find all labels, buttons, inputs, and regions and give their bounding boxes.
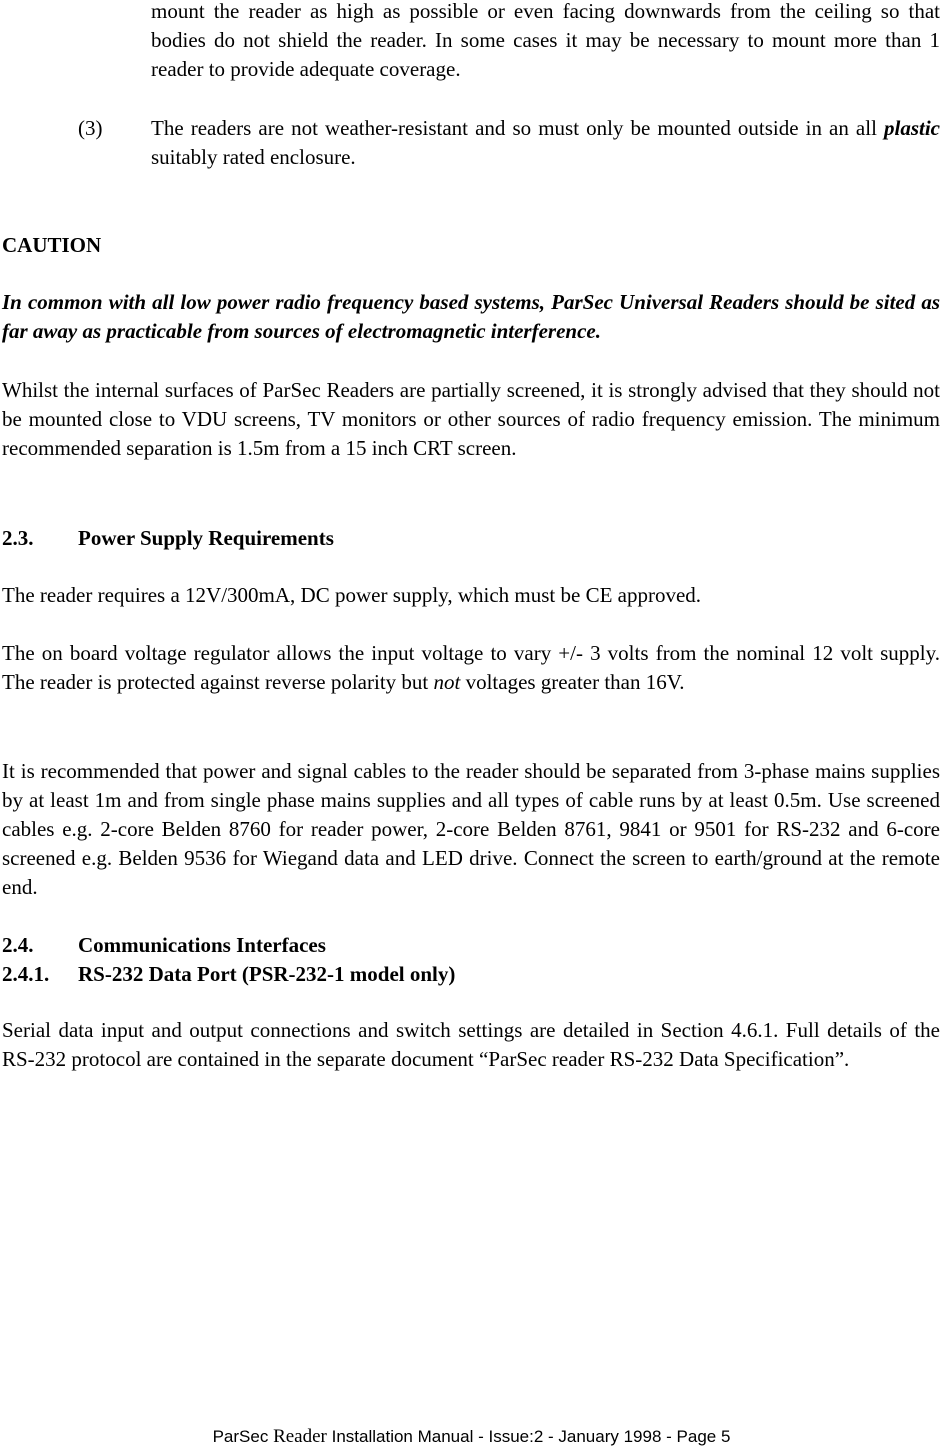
page-footer	[0, 1426, 943, 1448]
section-2-4-number: 2.4.	[2, 933, 34, 957]
footer-rest: Installation Manual - Issue:2 - January 1998 - Page 5	[326, 1427, 731, 1446]
footer-prefix: ParSec	[212, 1427, 274, 1446]
power-para2-after: voltages greater than 16V.	[460, 670, 685, 694]
caution-warning: In common with all low power radio frequency based systems, ParSec Universal Readers should be sited as far away as practicable from sources of electromagnetic interference.	[2, 290, 940, 343]
section-2-4-1-number: 2.4.1.	[2, 962, 50, 986]
section-2-4-title: Communications Interfaces	[78, 933, 326, 957]
power-para2-before: The on board voltage regulator allows the input voltage to vary +/- 3 volts from the nominal 12 volt supply. The reader is protected against reverse polarity but	[2, 641, 940, 694]
list-item-text-before: The readers are not weather-resistant and so must only be mounted outside in an all	[151, 116, 884, 140]
section-2-3-number: 2.3.	[2, 526, 34, 550]
power-supply-paragraph-1: The reader requires a 12V/300mA, DC power supply, which must be CE approved.	[2, 583, 702, 607]
continuation-paragraph: mount the reader as high as possible or even facing downwards from the ceiling so that bodies do not shield the reader. In some cases it may be necessary to mount more than 1 reader to provide adequate coverage.	[151, 0, 940, 81]
section-2-3-heading	[2, 524, 334, 553]
section-2-4-heading	[2, 931, 326, 960]
caution-body: Whilst the internal surfaces of ParSec Readers are partially screened, it is strongly advised that they should not be mounted close to VDU screens, TV monitors or other sources of radio frequency emission. The minimum recommended separation is 1.5m from a 15 inch CRT screen.	[2, 378, 940, 460]
list-item-text-after: suitably rated enclosure.	[151, 145, 356, 169]
power-supply-paragraph-3: It is recommended that power and signal cables to the reader should be separated from 3-phase mains supplies by at least 1m and from single phase mains supplies and all types of cable runs by at least 0.5m. Use screened cables e.g. 2-core Belden 8760 for reader power, 2-core Belden 8761, 9841 or 9501 for RS-232 and 6-core screened e.g. Belden 9536 for Wiegand data and LED drive. Connect the screen to earth/ground at the remote end.	[2, 759, 940, 899]
caution-heading: CAUTION	[2, 233, 102, 257]
footer-brand: Reader	[273, 1426, 327, 1447]
section-2-3-title: Power Supply Requirements	[78, 526, 334, 550]
plastic-emphasis: plastic	[884, 116, 940, 140]
section-2-4-1-heading	[2, 960, 455, 989]
list-item-text	[151, 114, 940, 172]
not-emphasis: not	[433, 670, 461, 694]
section-2-4-1-title: RS-232 Data Port (PSR-232-1 model only)	[78, 962, 456, 986]
rs232-paragraph: Serial data input and output connections and switch settings are detailed in Section 4.6.1. Full details of the RS-232 protocol are contained in the separate document “ParSec reader RS-232 Data Specification”.	[2, 1018, 940, 1071]
power-supply-paragraph-2	[2, 639, 940, 697]
list-item-number: (3)	[78, 116, 103, 140]
